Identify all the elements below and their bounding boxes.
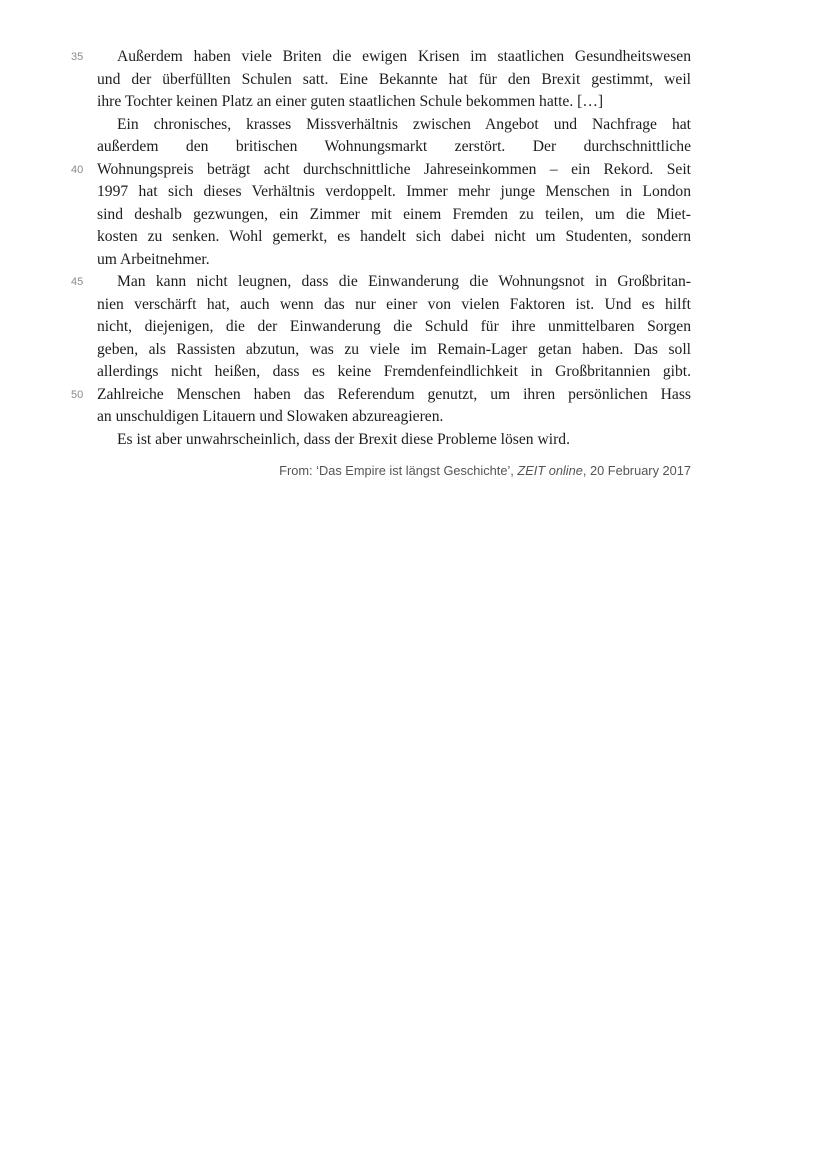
text-line [97, 294, 691, 317]
text-line [97, 361, 691, 384]
line-text: 1997 hat sich dieses Verhältnis verdoppelt. Immer mehr junge Menschen in London [97, 183, 691, 200]
line-text: um Arbeitnehmer. [97, 250, 210, 268]
line-number: 40 [71, 163, 84, 176]
source-suffix: , 20 February 2017 [582, 463, 691, 478]
source-citation [97, 462, 691, 480]
line-number: 35 [71, 51, 84, 63]
text-line [97, 429, 691, 452]
text-line [97, 406, 691, 429]
line-text: Zahlreiche Menschen haben das Referendum genutzt, um ihren persönlichen Hass [97, 385, 691, 403]
line-text: nicht, diejenigen, die der Einwanderung die Schuld für ihre unmittelbaren Sorgen [97, 318, 691, 335]
line-text: Wohnungspreis beträgt acht durchschnittliche Jahreseinkommen – ein Rekord. Seit [97, 160, 691, 178]
line-text: kosten zu senken. Wohl gemerkt, es handelt sich dabei nicht um Studenten, sondern [97, 228, 691, 245]
line-number: 50 [71, 388, 84, 401]
line-number: 45 [71, 276, 84, 288]
line-text: ihre Tochter keinen Platz an einer guten staatlichen Schule bekommen hatte. […] [97, 93, 604, 110]
text-line [71, 46, 691, 69]
text-line [97, 69, 691, 92]
text-line [71, 271, 691, 294]
text-line [97, 114, 691, 137]
text-line [97, 226, 691, 249]
text-line [97, 316, 691, 339]
text-line [97, 136, 691, 159]
text-line [97, 91, 691, 114]
text-line [97, 181, 691, 204]
article-text [71, 46, 691, 451]
line-text: an unschuldigen Litauern und Slowaken abzureagieren. [97, 408, 444, 425]
line-text: geben, als Rassisten abzutun, was zu viele im Remain-Lager getan haben. Das soll [97, 340, 691, 358]
line-text: sind deshalb gezwungen, ein Zimmer mit einem Fremden zu teilen, um die Miet- [97, 205, 691, 223]
line-text: Ein chronisches, krasses Missverhältnis zwischen Angebot und Nachfrage hat [117, 115, 691, 133]
line-text: Es ist aber unwahrscheinlich, dass der Brexit diese Probleme lösen wird. [117, 430, 570, 448]
line-text: Man kann nicht leugnen, dass die Einwanderung die Wohnungsnot in Großbritan- [117, 273, 691, 290]
text-line [71, 159, 691, 182]
source-prefix: From: ‘Das Empire ist längst Geschichte’, [279, 463, 518, 478]
text-line [71, 384, 691, 407]
line-text: außerdem den britischen Wohnungsmarkt zerstört. Der durchschnittliche [97, 138, 691, 155]
text-line [97, 204, 691, 227]
source-publication: ZEIT online [517, 463, 583, 478]
line-text: nien verschärft hat, auch wenn das nur einer von vielen Faktoren ist. Und es hilft [97, 295, 691, 313]
line-text: Außerdem haben viele Briten die ewigen Krisen im staatlichen Gesundheitswesen [117, 48, 691, 65]
line-text: allerdings nicht heißen, dass es keine Fremdenfeindlichkeit in Großbritannien gibt. [97, 363, 691, 380]
text-line [97, 249, 691, 272]
line-text: und der überfüllten Schulen satt. Eine Bekannte hat für den Brexit gestimmt, weil [97, 70, 691, 88]
text-line [97, 339, 691, 362]
